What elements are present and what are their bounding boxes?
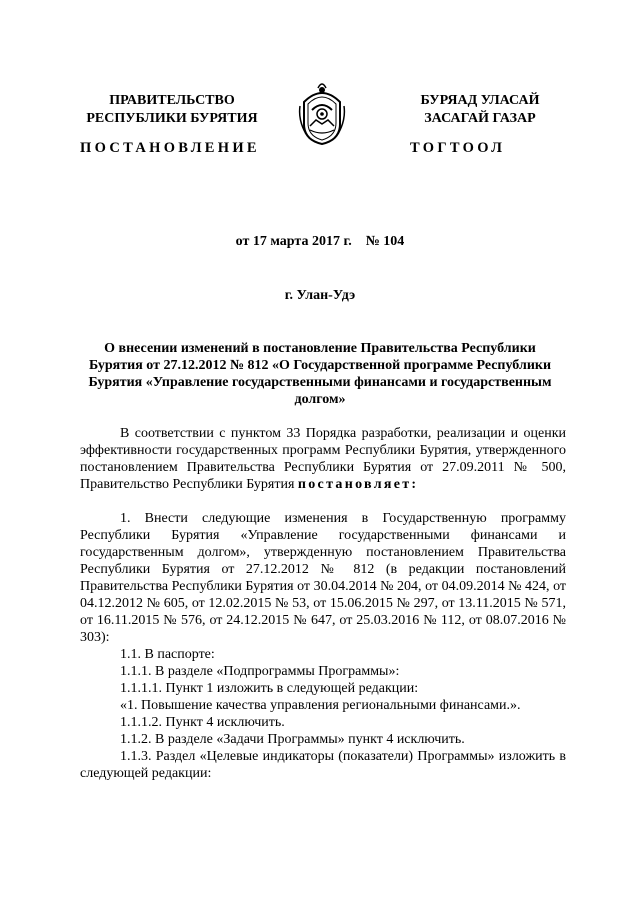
preamble-text: В соответствии с пунктом 33 Порядка разработки, реализации и оценки эффективности государственных программ Республики Бурятия, утвержденного постановлением Правительства Республики Бурятия от 27.09.2011 № 500, Правительство Республики Бурятия [80,426,566,492]
header-right-line1: БУРЯАД УЛАСАЙ [420,93,540,108]
coat-of-arms-icon [298,80,346,146]
header-left [52,92,292,128]
resolves-word: постановляет: [297,477,419,492]
header-right-line2: ЗАСАГАЙ ГАЗАР [424,111,536,126]
document-city: г. Улан-Удэ [284,288,356,303]
paragraph-1-1-1: 1.1.1. В разделе «Подпрограммы Программы»: [120,664,400,679]
document-kind-ru: ПОСТАНОВЛЕНИЕ [80,140,260,156]
document-number: № 104 [365,234,405,249]
header-left-line2: РЕСПУБЛИКИ БУРЯТИЯ [86,111,258,126]
document-body [80,425,566,782]
paragraph-quote: «1. Повышение качества управления региональными финансами.». [120,698,521,713]
header-right [376,92,584,128]
paragraph-1-1-2: 1.1.2. В разделе «Задачи Программы» пункт 4 исключить. [120,732,465,747]
paragraph-1-1-1-2: 1.1.1.2. Пункт 4 исключить. [120,715,285,730]
header-left-line1: ПРАВИТЕЛЬСТВО [109,93,235,108]
paragraph-1: 1. Внести следующие изменения в Государственную программу Республики Бурятия «Управление государственными финансами и государственным долгом», утвержденную постановлением Правительства Республики Бурятия от 27.12.2012 № 812 (в редакции постановлений Правительства Республики Бурятия от 30.04.2014 № 204, от 04.09.2014 № 424, от 04.12.2012 № 605, от 12.02.2015 № 53, от 15.06.2015 № 297, от 13.11.2015 № 571, от 16.11.2015 № 576, от 24.12.2015 № 647, от 25.03.2016 № 112, от 08.07.2016 № 303): [80,511,566,645]
paragraph-1-1-1-1: 1.1.1.1. Пункт 1 изложить в следующей редакции: [120,681,419,696]
paragraph-1-1-3: 1.1.3. Раздел «Целевые индикаторы (показатели) Программы» изложить в следующей редакции: [80,749,566,781]
preamble-paragraph [80,425,566,493]
document-date: от 17 марта 2017 г. [235,234,352,249]
date-number-line [0,234,640,250]
paragraph-1-1: 1.1. В паспорте: [120,647,215,662]
document-title: О внесении изменений в постановление Правительства Республики Бурятия от 27.12.2012 № 812 «О Государственной программе Республики Бурятия «Управление государственными финансами и государственным долгом» [88,341,552,407]
document-kind-bua: ТОГТООЛ [410,140,506,156]
